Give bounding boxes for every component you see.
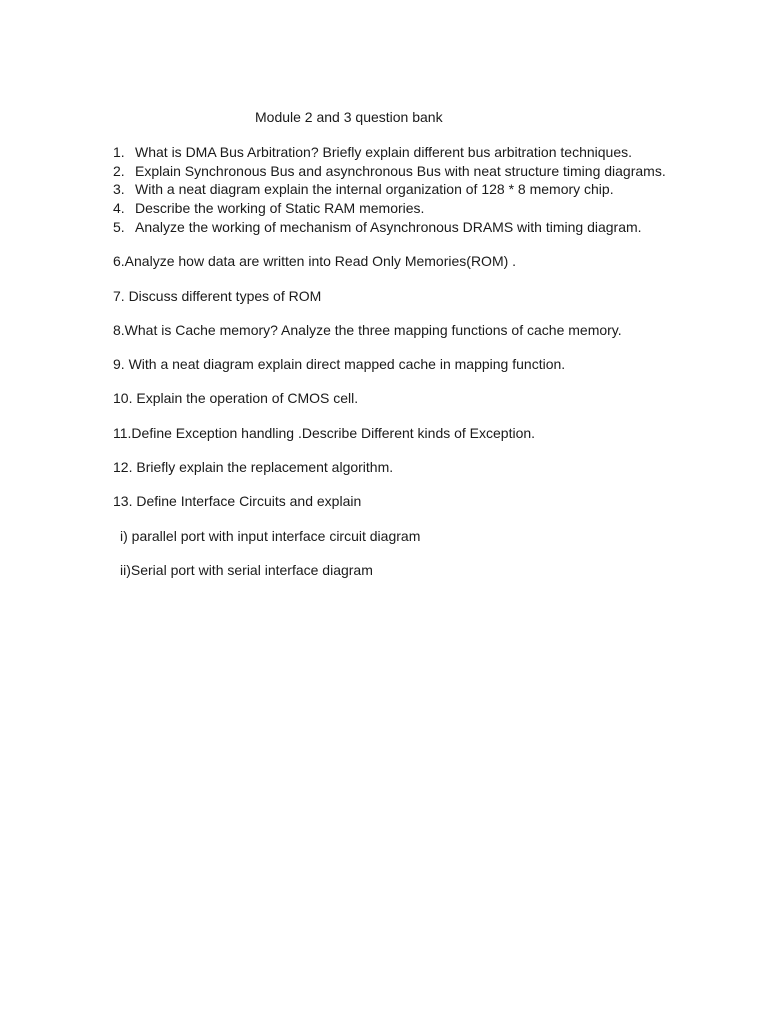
sub-question-paragraph: ii)Serial port with serial interface diagram bbox=[120, 562, 373, 578]
list-item-text: With a neat diagram explain the internal organization of 128 * 8 memory chip. bbox=[135, 181, 614, 198]
list-item-number: 1. bbox=[113, 144, 125, 160]
page-title: Module 2 and 3 question bank bbox=[255, 109, 443, 125]
question-paragraph: 10. Explain the operation of CMOS cell. bbox=[113, 390, 359, 406]
list-item bbox=[113, 162, 666, 181]
list-item-number: 4. bbox=[113, 200, 125, 217]
list-item-text: Explain Synchronous Bus and asynchronous Bus with neat structure timing diagrams. bbox=[135, 162, 666, 179]
sub-question-paragraph: i) parallel port with input interface circuit diagram bbox=[120, 528, 421, 544]
numbered-question-list bbox=[113, 143, 666, 236]
list-item-text: Analyze the working of mechanism of Asynchronous DRAMS with timing diagram. bbox=[135, 218, 642, 235]
question-paragraph: 6.Analyze how data are written into Read Only Memories(ROM) . bbox=[113, 253, 517, 269]
list-item bbox=[113, 218, 666, 237]
question-paragraph: 11.Define Exception handling .Describe Different kinds of Exception. bbox=[113, 425, 536, 441]
question-paragraph: 12. Briefly explain the replacement algorithm. bbox=[113, 459, 394, 475]
question-paragraph: 13. Define Interface Circuits and explain bbox=[113, 493, 362, 509]
list-item bbox=[113, 199, 666, 218]
list-item bbox=[113, 180, 666, 199]
list-item-number: 3. bbox=[113, 181, 125, 198]
list-item-number: 2. bbox=[113, 162, 125, 179]
question-paragraph: 8.What is Cache memory? Analyze the three mapping functions of cache memory. bbox=[113, 322, 622, 338]
question-paragraph: 7. Discuss different types of ROM bbox=[113, 288, 322, 304]
question-paragraph: 9. With a neat diagram explain direct mapped cache in mapping function. bbox=[113, 356, 566, 372]
list-item bbox=[113, 143, 666, 162]
list-item-text: What is DMA Bus Arbitration? Briefly explain different bus arbitration techniques. bbox=[135, 144, 632, 160]
list-item-text: Describe the working of Static RAM memories. bbox=[135, 200, 425, 217]
list-item-number: 5. bbox=[113, 218, 125, 235]
